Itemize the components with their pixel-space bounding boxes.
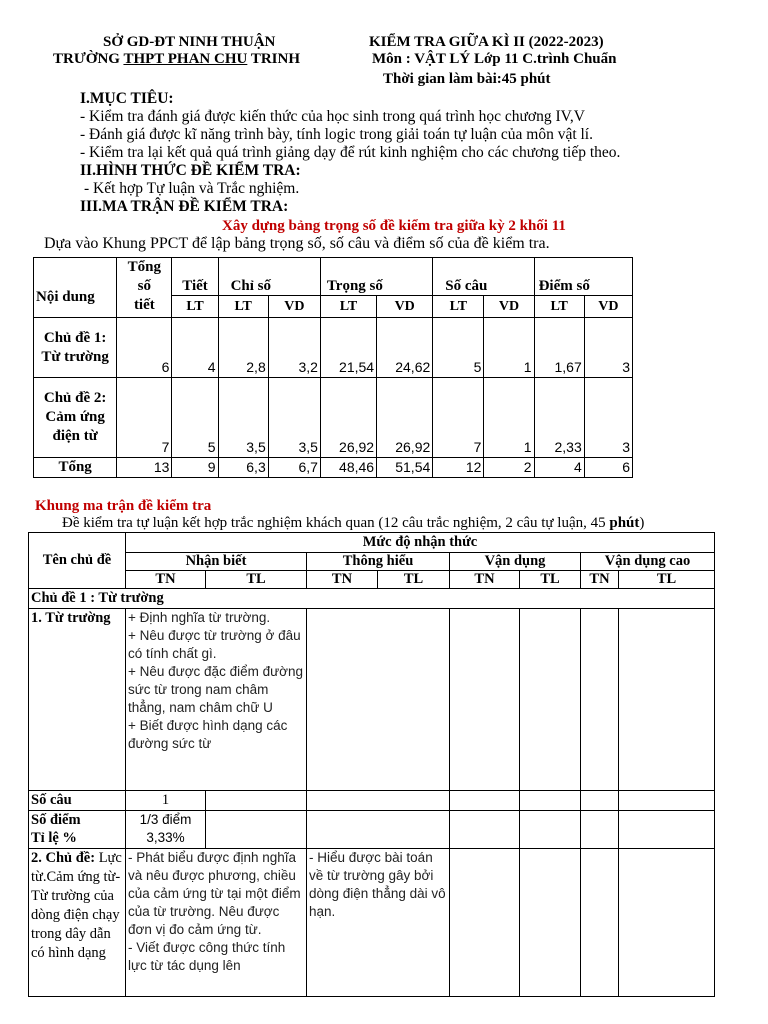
framework-title: Khung ma trận đề kiểm tra — [35, 498, 212, 514]
cell-diemso-vd: 3 — [584, 378, 632, 458]
objective-item: - Kiểm tra đánh giá được kiến thức của học sinh trong quá trình học chương IV,V — [80, 108, 585, 125]
form-heading: II.HÌNH THỨC ĐỀ KIỂM TRA: — [80, 162, 301, 179]
cell-chiso-vd: 3,2 — [268, 318, 320, 378]
exam-duration: Thời gian làm bài:45 phút — [383, 71, 551, 87]
objective-item: - Kiểm tra lại kết quả quá trình giảng dạy để rút kinh nghiệm cho các chương tiếp theo. — [80, 144, 621, 161]
cell-socau-vd: 1 — [484, 378, 534, 458]
cell-diemso-vd: 3 — [584, 318, 632, 378]
cell-tong: 7 — [117, 378, 172, 458]
school-prefix: TRƯỜNG — [53, 51, 124, 67]
sub-vd: VD — [377, 296, 433, 318]
framework-desc — [62, 515, 644, 532]
exam-title: KIỂM TRA GIỮA KÌ II (2022-2023) — [369, 34, 604, 50]
header-level: Mức độ nhận thức — [126, 533, 715, 553]
cell-diemso-lt: 1,67 — [534, 318, 584, 378]
table-row — [29, 791, 715, 811]
cell-chiso-lt: 2,8 — [218, 318, 268, 378]
cell-trongso-lt: 21,54 — [320, 318, 376, 378]
cell-tong: 6 — [117, 318, 172, 378]
cell-diemso-lt: 4 — [534, 458, 584, 478]
sub-lt: LT — [172, 296, 218, 318]
objective-item: - Đánh giá được kĩ năng trình bày, tính logic trong giải toán tự luận của môn vật lí. — [80, 126, 593, 143]
topic1-header: Chủ đề 1 : Từ trường — [29, 589, 715, 609]
cell-tiet: 5 — [172, 378, 218, 458]
topic1-name: 1. Từ trường — [29, 609, 126, 791]
header-topic: Tên chủ đề — [29, 533, 126, 589]
header-noidung: Nội dung — [34, 258, 117, 318]
department-name: SỞ GD-ĐT NINH THUẬN — [103, 34, 276, 50]
header-van-dung-cao: Vận dụng cao — [581, 553, 715, 571]
cell-diemso-lt: 2,33 — [534, 378, 584, 458]
subject-line: Môn : VẬT LÝ Lớp 11 C.trình Chuẩn — [372, 51, 617, 67]
sub-lt: LT — [534, 296, 584, 318]
header-tiet: Tiết — [172, 258, 218, 296]
cell-chiso-vd: 6,7 — [268, 458, 320, 478]
row-label: Chủ đề 2: Cảm ứng điện từ — [34, 378, 117, 458]
row-label: Chủ đề 1: Từ trường — [34, 318, 117, 378]
table-row — [34, 318, 633, 378]
school-suffix: TRINH — [247, 51, 300, 67]
cell-trongso-vd: 26,92 — [377, 378, 433, 458]
framework-desc-text: Đề kiểm tra tự luận kết hợp trắc nghiệm khách quan (12 câu trắc nghiệm, 2 câu tự luận, 45 — [62, 515, 610, 531]
header-tn: TN — [307, 571, 378, 589]
objectives-heading: I.MỤC TIÊU: — [80, 90, 174, 107]
sodiem-tile-value: 1/3 điểm 3,33% — [126, 811, 206, 849]
topic1-nhan-biet: + Định nghĩa từ trường. + Nêu được từ trường ở đâu có tính chất gì. + Nêu được đặc điểm đường sức từ trong nam châm thẳng, nam châm chữ U + Biết được hình dạng các đường sức từ — [126, 609, 307, 791]
header-thong-hieu: Thông hiểu — [307, 553, 450, 571]
total-row — [34, 458, 633, 478]
header-trong-so: Trọng số — [320, 258, 432, 296]
topic2-name: 2. Chủ đề: Lực từ.Cảm ứng từ- Từ trường của dòng điện chạy trong dây dẫn có hình dạng — [29, 849, 126, 997]
framework-desc-end: ) — [639, 515, 645, 531]
cell-socau-lt: 7 — [433, 378, 484, 458]
cell-chiso-vd: 3,5 — [268, 378, 320, 458]
header-tl: TL — [619, 571, 715, 589]
table-row — [29, 849, 715, 997]
cell-chiso-lt: 6,3 — [218, 458, 268, 478]
cell-trongso-vd: 24,62 — [377, 318, 433, 378]
header-chi-so: Chỉ số — [218, 258, 320, 296]
sub-lt: LT — [218, 296, 268, 318]
matrix-heading: III.MA TRẬN ĐỀ KIỂM TRA: — [80, 198, 289, 215]
header-tn: TN — [126, 571, 206, 589]
header-tl: TL — [520, 571, 581, 589]
socau-value: 1 — [126, 791, 206, 811]
table-row — [34, 378, 633, 458]
header-tn: TN — [581, 571, 619, 589]
topic2-nhan-biet: - Phát biểu được định nghĩa và nêu được phương, chiều của cảm ứng từ tại một điểm của từ trường. Nêu được đơn vị đo cảm ứng từ. - Viết được công thức tính lực từ tác dụng lên — [126, 849, 307, 997]
header-nhan-biet: Nhận biết — [126, 553, 307, 571]
total-label: Tổng — [34, 458, 117, 478]
cell-trongso-vd: 51,54 — [377, 458, 433, 478]
table-row — [29, 811, 715, 849]
header-so-cau: Số câu — [433, 258, 534, 296]
socau-label: Số câu — [29, 791, 126, 811]
cell-tong: 13 — [117, 458, 172, 478]
sub-vd: VD — [268, 296, 320, 318]
sub-vd: VD — [584, 296, 632, 318]
cell-socau-lt: 12 — [433, 458, 484, 478]
cell-socau-vd: 1 — [484, 318, 534, 378]
weight-table-title: Xây dựng bảng trọng số đề kiểm tra giữa kỳ 2 khối 11 — [222, 218, 566, 234]
cell-diemso-vd: 6 — [584, 458, 632, 478]
cell-chiso-lt: 3,5 — [218, 378, 268, 458]
sodiem-tile-label: Số điểm Tỉ lệ % — [29, 811, 126, 849]
header-tl: TL — [206, 571, 307, 589]
table-row — [29, 609, 715, 791]
header-tn: TN — [450, 571, 520, 589]
cell-trongso-lt: 48,46 — [320, 458, 376, 478]
cell-trongso-lt: 26,92 — [320, 378, 376, 458]
school-name — [53, 51, 300, 68]
topic2-thong-hieu: - Hiểu được bài toán về từ trường gây bởi dòng điện thẳng dài vô hạn. — [307, 849, 450, 997]
cell-socau-lt: 5 — [433, 318, 484, 378]
school-name-underlined: THPT PHAN CHU — [123, 51, 248, 67]
weight-table-desc: Dựa vào Khung PPCT để lập bảng trọng số, số câu và điểm số của đề kiểm tra. — [44, 235, 550, 252]
cell-tiet: 9 — [172, 458, 218, 478]
header-van-dung: Vận dụng — [450, 553, 581, 571]
header-tong-so-tiet: Tổng số tiết — [117, 258, 172, 318]
cell-tiet: 4 — [172, 318, 218, 378]
header-tl: TL — [378, 571, 450, 589]
sub-lt: LT — [320, 296, 376, 318]
framework-desc-bold: phút — [609, 515, 640, 531]
weight-table — [33, 257, 633, 478]
cell-socau-vd: 2 — [484, 458, 534, 478]
framework-table — [28, 532, 715, 997]
header-diem-so: Điểm số — [534, 258, 632, 296]
sub-lt: LT — [433, 296, 484, 318]
sub-vd: VD — [484, 296, 534, 318]
form-item: - Kết hợp Tự luận và Trắc nghiệm. — [84, 180, 300, 197]
